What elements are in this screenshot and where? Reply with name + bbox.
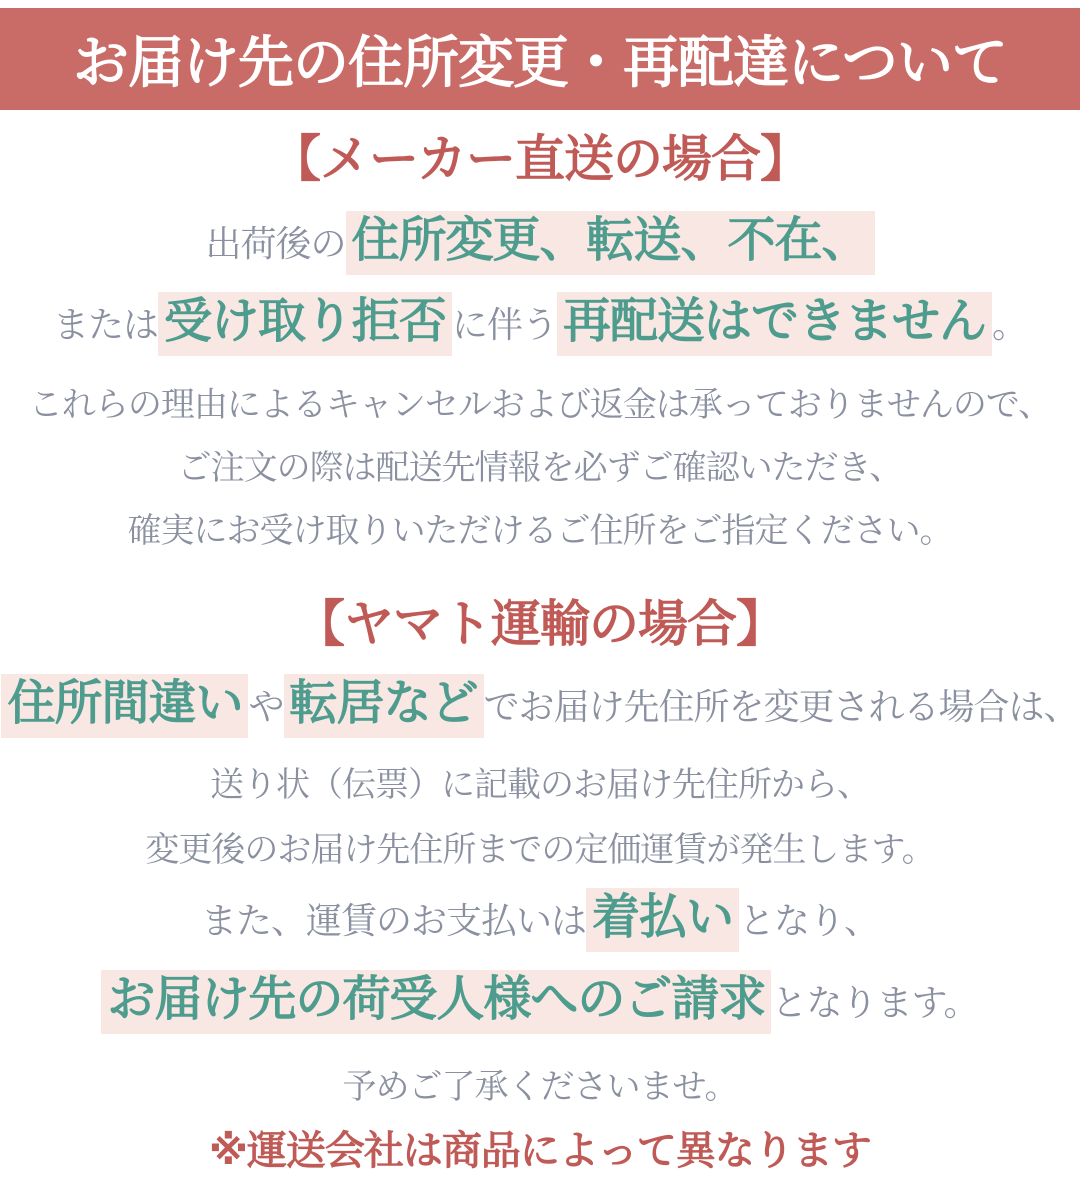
section-heading-maker-direct: 【メーカー直送の場合】 <box>271 131 809 187</box>
footer-carrier-note: ※運送会社は商品によって異なります <box>209 1129 871 1173</box>
text-segment: 確実にお受け取りいただけるご住所をご指定ください。 <box>127 512 953 550</box>
section-heading-yamato: 【ヤマト運輸の場合】 <box>295 596 785 652</box>
shipping-notice <box>0 8 1080 1177</box>
text-segment: ご注文の際は配送先情報を必ずご確認いただき、 <box>177 449 903 487</box>
highlighted-text-segment: 受け取り拒否 <box>158 292 452 356</box>
text-line <box>0 291 1080 364</box>
text-line <box>0 827 1080 880</box>
text-segment: となり、 <box>739 900 880 941</box>
text-segment: これらの理由によるキャンセルおよび返金は承っておりませんので、 <box>28 386 1052 424</box>
text-segment: 。 <box>992 304 1028 345</box>
text-segment: 送り状（伝票）に記載のお届け先住所から、 <box>210 766 870 804</box>
text-line <box>0 508 1080 561</box>
text-line <box>0 969 1080 1042</box>
text-line <box>0 445 1080 498</box>
text-segment: 出荷後の <box>205 223 346 264</box>
text-line <box>0 210 1080 283</box>
highlighted-text-segment: 住所間違い <box>1 674 248 738</box>
text-segment: でお届け先住所を変更される場合は、 <box>483 686 1079 727</box>
text-segment: 変更後のお届け先住所までの定価運賃が発生します。 <box>145 831 935 869</box>
highlighted-text-segment: お届け先の荷受人様へのご請求 <box>101 970 771 1034</box>
highlighted-text-segment: 転居など <box>284 674 484 738</box>
text-segment: 予めご了承くださいませ。 <box>342 1068 738 1106</box>
text-line <box>0 888 1080 959</box>
notice-banner <box>0 8 1080 110</box>
highlighted-text-segment: 住所変更、転送、不在、 <box>346 211 875 275</box>
text-segment: となります。 <box>771 982 979 1023</box>
text-segment: または <box>52 304 158 345</box>
text-line <box>0 1064 1080 1117</box>
text-line <box>0 382 1080 435</box>
text-line <box>0 673 1080 746</box>
text-segment: や <box>248 686 284 727</box>
highlighted-text-segment: 再配送はできません <box>557 292 992 356</box>
highlighted-text-segment: 着払い <box>586 888 739 952</box>
text-segment: に伴う <box>451 304 557 345</box>
text-line <box>0 762 1080 815</box>
banner-title: お届け先の住所変更・再配達について <box>73 31 1007 94</box>
text-segment: また、運賃のお支払いは <box>200 900 586 941</box>
